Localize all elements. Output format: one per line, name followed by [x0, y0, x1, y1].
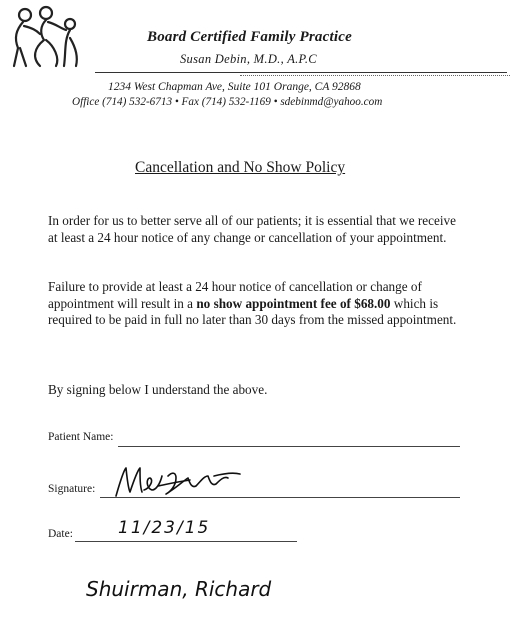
document-title: Cancellation and No Show Policy: [135, 159, 346, 176]
date-value: 11/23/15: [118, 518, 211, 538]
policy-text-after: which is required to be paid in full no later than 30 days from the missed appointment.: [48, 295, 457, 327]
family-logo-icon: [6, 4, 84, 70]
signature-label: Signature:: [48, 483, 96, 495]
date-label: Date:: [48, 528, 73, 540]
practice-name: Board Certified Family Practice: [147, 29, 352, 45]
signature-mark: [110, 462, 270, 502]
header-divider-dotted: [240, 75, 510, 76]
policy-paragraph-1: In order for us to better serve all of our patients; it is essential that we receive at least a 24 hour notice of any change or cancellation of your appointment.: [48, 213, 456, 245]
date-field[interactable]: [75, 541, 297, 542]
policy-text-before: Failure to provide at least a 24 hour notice of cancellation or change of appointment will result in a: [48, 279, 422, 311]
acknowledgement-text: By signing below I understand the above.: [48, 382, 268, 397]
doctor-name: Susan Debin, M.D., A.P.C: [180, 52, 317, 66]
patient-name-label: Patient Name:: [48, 431, 114, 443]
handwritten-patient-name: Shuirman, Richard: [86, 577, 272, 601]
practice-contact: Office (714) 532-6713 • Fax (714) 532-1169 • sdebinmd@yahoo.com: [72, 96, 383, 108]
practice-address: 1234 West Chapman Ave, Suite 101 Orange, CA 92868: [108, 81, 361, 93]
policy-paragraph-2: [48, 279, 468, 329]
header-divider: [95, 72, 507, 73]
patient-name-field[interactable]: [118, 446, 460, 447]
no-show-fee: no show appointment fee of $68.00: [196, 295, 391, 311]
